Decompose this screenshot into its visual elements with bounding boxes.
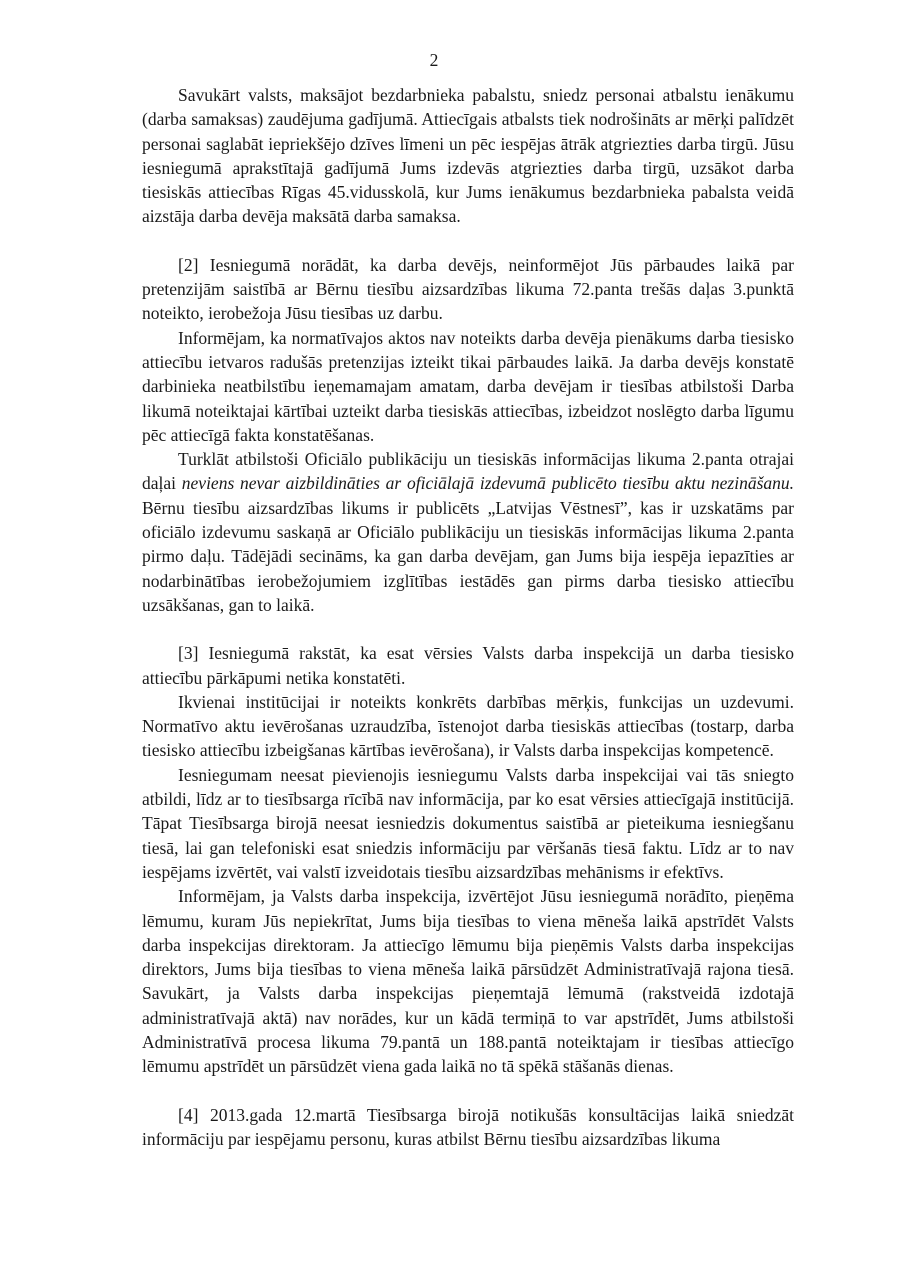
paragraph-official-publication-end: Bērnu tiesību aizsardzības likums ir publicēts „Latvijas Vēstnesī”, kas ir uzskatāms par oficiālo izdevumu saskaņā ar Oficiālo publikāciju un tiesiskās informācijas likuma 2.panta pirmo daļu. Tādējādi secināms, ka gan darba devējam, gan Jums bija iespēja iepazīties ar nodarbinātības ierobežojumiem izglītības iestādēs gan pirms darba tiesisko attiecību uzsākšanas, gan to laikā. <box>142 497 794 615</box>
document-body <box>142 83 794 1151</box>
paragraph-official-publication-start: Turklāt atbilstoši Oficiālo publikāciju un tiesiskās informācijas likuma 2.panta otrajai daļai <box>142 449 794 494</box>
quoted-law-italic: neviens nevar aizbildināties ar oficiālajā izdevumā publicēto tiesību aktu nezināšanu. <box>181 473 795 494</box>
paragraph-official-publication <box>142 447 794 617</box>
page-number: 2 <box>429 50 439 70</box>
paragraph-unemployment-benefit: Savukārt valsts, maksājot bezdarbnieka pabalstu, sniedz personai atbalstu ienākumu (darba samaksas) zaudējuma gadījumā. Attiecīgais atbalsts tiek nodrošināts ar mērķi palīdzēt personai saglabāt iepriekšējo dzīves līmeni un pēc iespējas ātrāk atgriezties darba tirgū. Jūsu iesniegumā aprakstītajā gadījumā Jums izdevās atgriezties darba tirgū, uzsākot darba tiesiskās attiecības Rīgas 45.vidusskolā, kur Jums ienākumus bezdarbnieka pabalsta veidā aizstāja darba devēja maksātā darba samaksa. <box>142 85 794 227</box>
paragraph-appeal-procedure: Informējam, ja Valsts darba inspekcija, izvērtējot Jūsu iesniegumā norādīto, pieņēma lēmumu, kuram Jūs nepiekrītat, Jums bija tiesības to viena mēneša laikā apstrīdēt Valsts darba inspekcijas direktoram. Ja attiecīgo lēmumu bija pieņēmis Valsts darba inspekcijas direktors, Jums bija tiesības to viena mēneša laikā pārsūdzēt Administratīvajā rajona tiesā. Savukārt, ja Valsts darba inspekcijas pieņemtajā lēmumā (rakstveidā izdotajā administratīvajā aktā) nav norādes, kur un kādā termiņā to var apstrīdēt, Jums atbilstoši Administratīvā procesa likuma 79.pantā un 188.pantā noteiktajam ir tiesības attiecīgo lēmumu apstrīdēt un pārsūdzēt viena gada laikā no tā spēkā stāšanās dienas. <box>142 886 794 1077</box>
paragraph-employer-obligation: Informējam, ka normatīvajos aktos nav noteikts darba devēja pienākums darba tiesisko attiecību ietvaros radušās pretenzijas izteikt tikai pārbaudes laikā. Ja darba devējs konstatē darbinieka neatbilstību ieņemamajam amatam, darba devējam ir tiesības atbilstoši Darba likumā noteiktajai kārtībai uzteikt darba tiesiskās attiecības, izbeidzot noslēgto darba līgumu pēc attiecīgā fakta konstatēšanas. <box>142 327 794 445</box>
paragraph-section-4-intro: [4] 2013.gada 12.martā Tiesībsarga birojā notikušās konsultācijas laikā sniedzāt informāciju par iespējamu personu, kuras atbilst Bērnu tiesību aizsardzības likuma <box>142 1104 794 1149</box>
paragraph-section-2-intro: [2] Iesniegumā norādāt, ka darba devējs, neinformējot Jūs pārbaudes laikā par pretenzijām saistībā ar Bērnu tiesību aizsardzības likuma 72.panta trešās daļas 3.punktā noteikto, ierobežoja Jūsu tiesības uz darbu. <box>142 254 794 324</box>
paragraph-section-3-intro: [3] Iesniegumā rakstāt, ka esat vērsies Valsts darba inspekcijā un darba tiesisko attiecību pārkāpumi netika konstatēti. <box>142 643 794 688</box>
paragraph-institution-competence: Ikvienai institūcijai ir noteikts konkrēts darbības mērķis, funkcijas un uzdevumi. Normatīvo aktu ievērošanas uzraudzība, īstenojot darba tiesiskās attiecības (tostarp, darba tiesisko attiecību izbeigšanas kārtības ievērošana), ir Valsts darba inspekcijas kompetencē. <box>142 691 794 761</box>
paragraph-missing-documents: Iesniegumam neesat pievienojis iesniegumu Valsts darba inspekcijai vai tās sniegto atbildi, līdz ar to tiesībsarga rīcībā nav informācija, par ko esat vērsies attiecīgajā institūcijā. Tāpat Tiesībsarga birojā neesat iesniedzis dokumentus saistībā ar pieteikuma iesniegšanu tiesā, lai gan telefoniski esat sniedzis informāciju par vēršanās tiesā faktu. Līdz ar to nav iespējams izvērtēt, vai valstī izveidotais tiesību aizsardzības mehānisms ir efektīvs. <box>142 764 794 882</box>
